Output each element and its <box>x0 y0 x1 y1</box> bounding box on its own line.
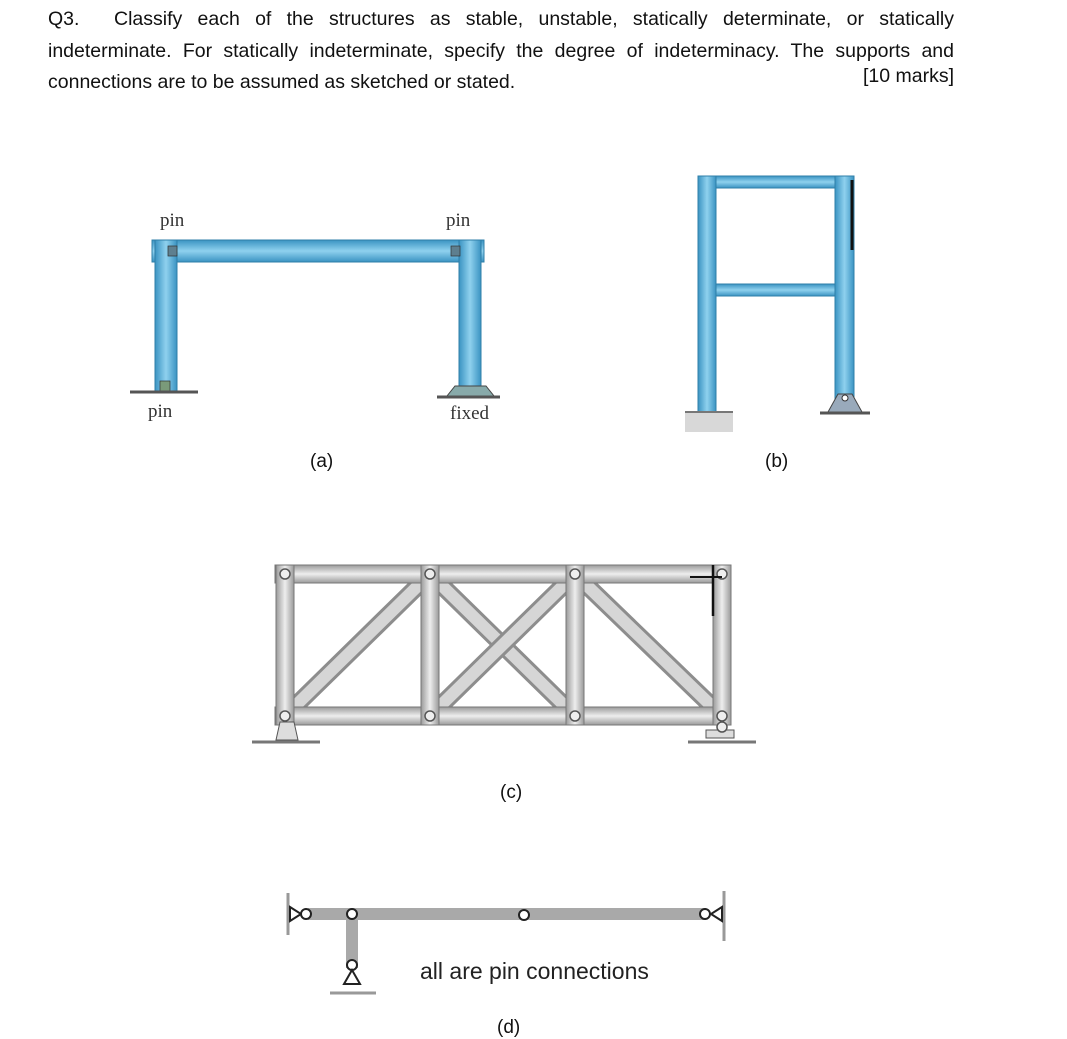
truss-joint <box>425 711 435 721</box>
truss-joint <box>570 569 580 579</box>
figure-d-caption: (d) <box>497 1017 521 1038</box>
figure-b-mid-beam <box>698 284 854 296</box>
figure-a-top-right-pin <box>451 246 460 256</box>
figure-a-bottom-left-pin <box>160 381 170 391</box>
truss-pin-support <box>276 722 298 740</box>
figure-a-bottom-right-label: fixed <box>450 403 490 424</box>
truss-joint <box>570 711 580 721</box>
figure-b-top-beam <box>698 176 854 188</box>
figure-d-hinge <box>519 910 529 920</box>
figure-d-bottom-support <box>344 970 360 984</box>
figure-d-right-support <box>711 907 722 921</box>
figure-d-left-support <box>290 907 301 921</box>
figure-b-caption: (b) <box>765 451 789 472</box>
figure-a-right-column <box>459 240 481 393</box>
truss-vertical <box>713 565 731 725</box>
truss-joint <box>280 711 290 721</box>
figure-b-inner-opening-upper <box>716 188 835 284</box>
truss-vertical <box>566 565 584 725</box>
figure-d-hinge <box>347 909 357 919</box>
question-number: Q3. <box>48 8 80 30</box>
figure-a-caption: (a) <box>310 451 334 472</box>
truss-joint <box>717 711 727 721</box>
figure-d-horizontal-beam <box>308 908 706 920</box>
figure-d-note: all are pin connections <box>420 958 649 984</box>
figure-a-top-right-label: pin <box>446 210 471 231</box>
truss-top-chord <box>275 565 731 583</box>
figure-c-truss <box>252 565 756 742</box>
truss-vertical <box>276 565 294 725</box>
figure-a-frame <box>130 240 500 397</box>
truss-bottom-chord <box>275 707 731 725</box>
figure-a-left-column <box>155 240 177 393</box>
figure-b-left-column <box>698 176 716 412</box>
figure-c-caption: (c) <box>500 782 523 803</box>
figure-a-fixed-support <box>447 386 494 396</box>
question-body: Classify each of the structures as stable, unstable, statically determinate, or statically indeterminate. For statically indeterminate, specify the degree of indeterminacy. The supports and connections are to be assumed as sketched or stated. <box>48 8 954 93</box>
truss-joint <box>280 569 290 579</box>
figure-b-fixed-ground <box>685 412 733 432</box>
figure-a-bottom-left-label: pin <box>148 401 173 422</box>
figure-a-top-left-pin <box>168 246 177 256</box>
figure-a-beam <box>152 240 484 262</box>
figure-b-frame <box>685 176 870 432</box>
truss-vertical <box>421 565 439 725</box>
truss-joint <box>425 569 435 579</box>
marks-label: [10 marks] <box>862 65 954 87</box>
figure-a-top-left-label: pin <box>160 210 185 231</box>
